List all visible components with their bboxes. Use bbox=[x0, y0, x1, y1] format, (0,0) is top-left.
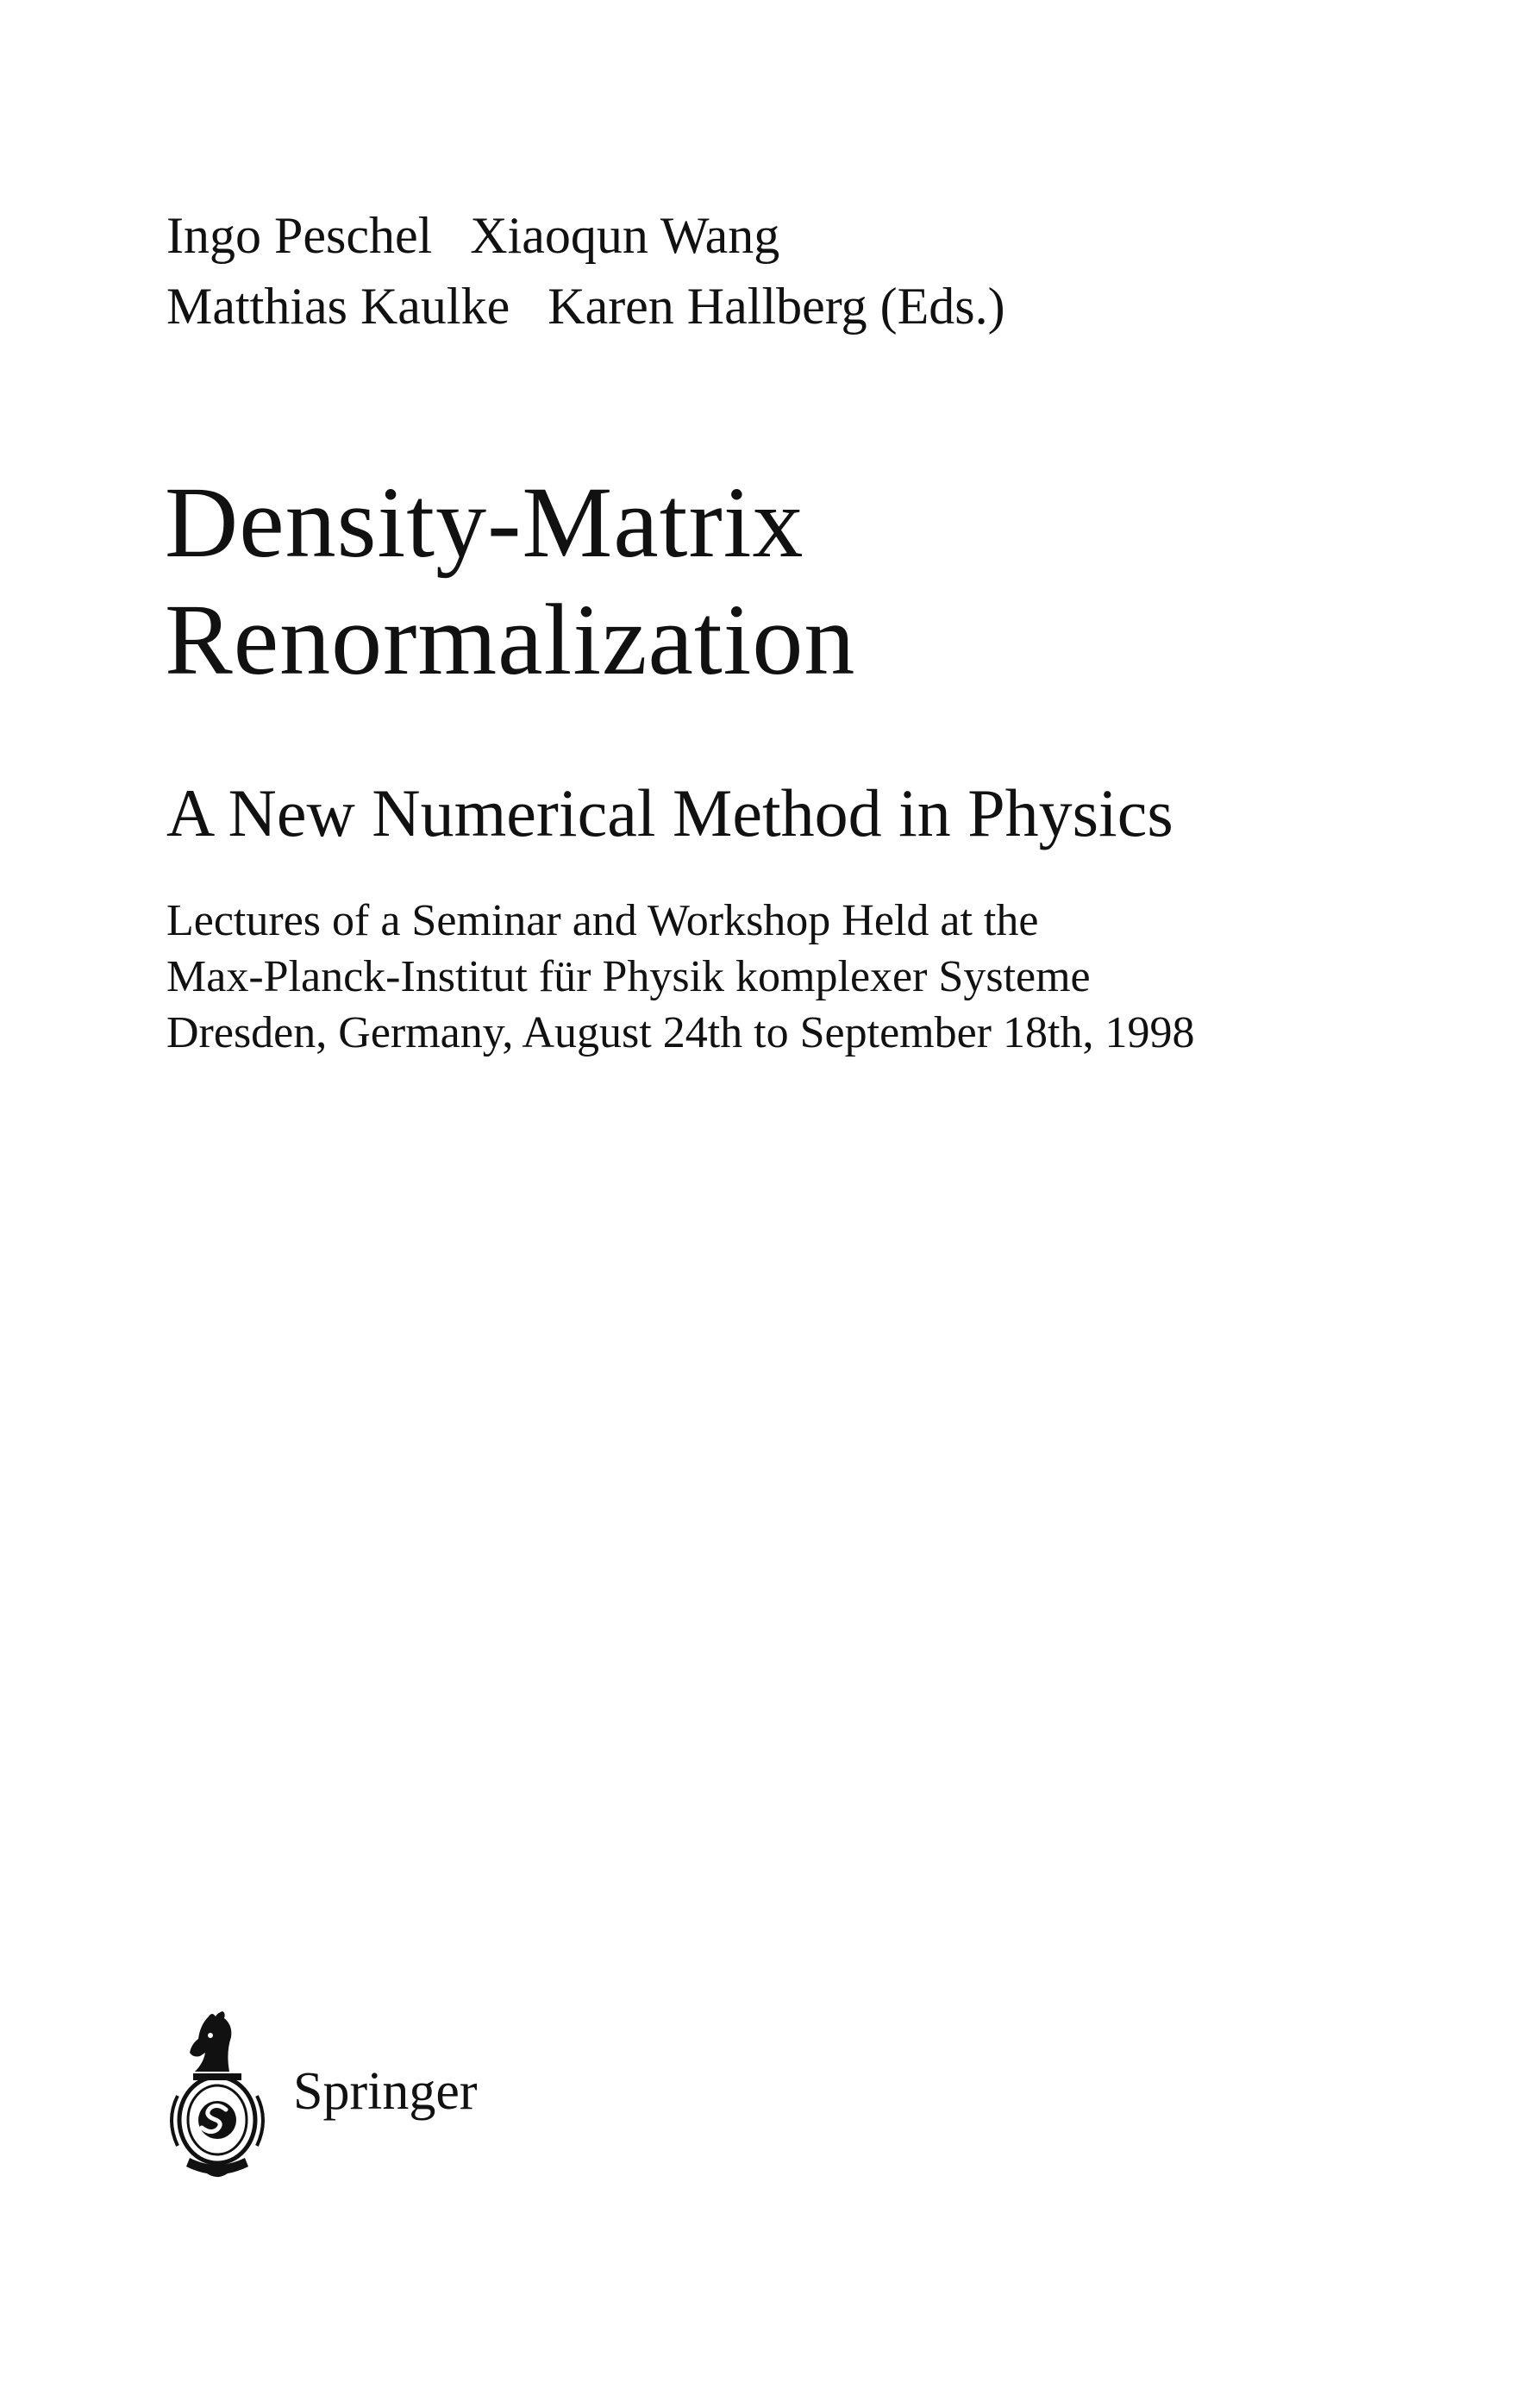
springer-knight-logo-icon bbox=[155, 2001, 285, 2182]
description-line-3: Dresden, Germany, August 24th to September 18th, 1998 bbox=[166, 1008, 1195, 1057]
book-title-line-1: Density-Matrix bbox=[165, 466, 804, 579]
editors-line-1 bbox=[166, 200, 1005, 271]
conference-description bbox=[166, 893, 1194, 1061]
editor-name: Xiaoqun Wang bbox=[470, 207, 780, 264]
book-title bbox=[165, 464, 855, 699]
publisher-imprint bbox=[155, 2001, 478, 2182]
description-line-1: Lectures of a Seminar and Workshop Held at the bbox=[166, 896, 1039, 945]
editors-block bbox=[166, 200, 1005, 342]
publisher-name: Springer bbox=[293, 2061, 478, 2121]
editor-name: Matthias Kaulke bbox=[166, 278, 510, 335]
book-subtitle: A New Numerical Method in Physics bbox=[166, 775, 1173, 850]
editors-line-2 bbox=[166, 271, 1005, 342]
editor-name: Karen Hallberg (Eds.) bbox=[548, 278, 1005, 335]
description-line-2: Max-Planck-Institut für Physik komplexer Systeme bbox=[166, 952, 1091, 1001]
book-title-line-2: Renormalization bbox=[165, 583, 856, 696]
editor-name: Ingo Peschel bbox=[166, 207, 433, 264]
